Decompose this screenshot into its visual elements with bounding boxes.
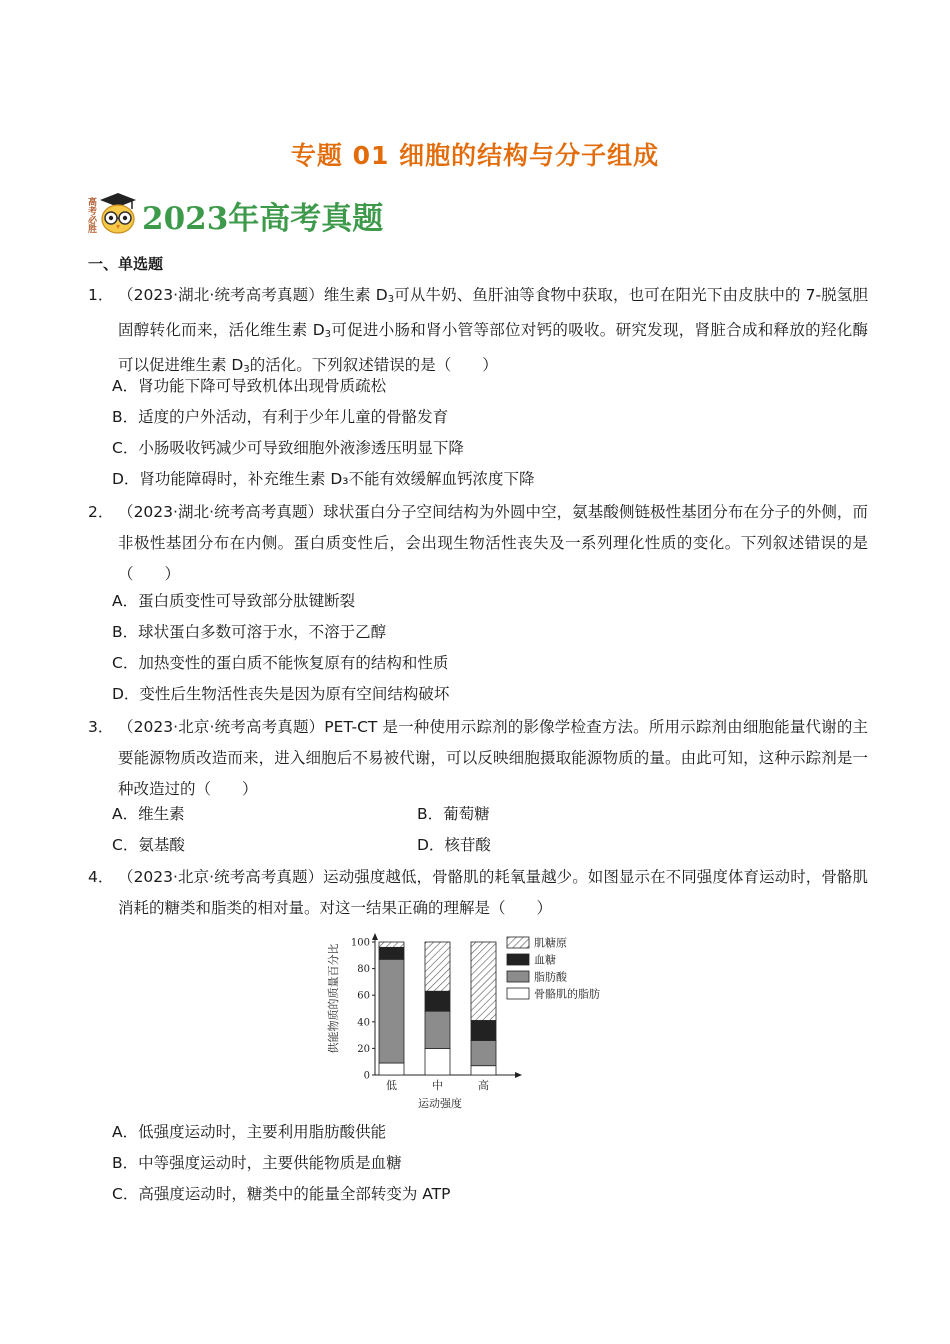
bar-segment [425,991,450,1011]
bar-segment [379,1063,404,1075]
bar-segment [425,1011,450,1048]
y-axis-label: 供能物质的质量百分比 [327,943,340,1054]
y-tick-label: 20 [357,1043,370,1055]
section-heading: 一、单选题 [88,255,164,273]
option-c: C．氨基酸 [112,836,185,854]
x-axis-arrow [515,1072,522,1078]
question-4 [88,862,868,924]
bar-segment [379,959,404,1063]
y-tick-label: 100 [350,937,370,949]
x-tick-label: 中 [432,1079,443,1092]
option-c: C．加热变性的蛋白质不能恢复原有的结构和性质 [112,654,449,672]
y-axis-arrow [372,933,378,940]
page-title: 专题 01 细胞的结构与分子组成 [290,141,660,170]
legend-label: 肌糖原 [534,936,567,950]
x-tick-label: 低 [386,1079,397,1092]
banner-side-text: 高考必胜 [86,197,96,233]
bar-segment [471,942,496,1020]
banner-title: 2023年高考真题 [142,200,384,237]
owl-graduate-icon [98,191,138,239]
bar-segment [471,1040,496,1065]
x-tick-label: 高 [478,1079,489,1092]
question-3 [88,712,868,805]
option-b: B．中等强度运动时，主要供能物质是血糖 [112,1154,402,1172]
legend-label: 血糖 [534,953,556,967]
option-a: A．肾功能下降可导致机体出现骨质疏松 [112,377,387,395]
question-number: 3． [88,718,114,736]
legend-swatch [507,988,529,999]
question-stem: （2023·湖北·统考高考真题）球状蛋白分子空间结构为外圆中空，氨基酸侧链极性基团分布在分子的外侧，而非极性基团分布在内侧。蛋白质变性后，会出现生物活性丧失及一系列理化性质的变化。下列叙述错误的是（ ） [118,503,868,583]
option-d: D．核苷酸 [417,836,491,854]
question-1 [88,280,868,385]
option-b: B．葡萄糖 [417,805,490,823]
y-tick-label: 60 [357,990,370,1002]
section-banner [86,190,383,240]
question-stem: （2023·北京·统考高考真题）PET-CT 是一种使用示踪剂的影像学检查方法。所用示踪剂由细胞能量代谢的主要能源物质改造而来，进入细胞后不易被代谢，可以反映细胞摄取能源物质的量。由此可知，这种示踪剂是一种改造过的（ ） [118,718,868,798]
option-c: C．高强度运动时，糖类中的能量全部转变为 ATP [112,1185,451,1203]
x-axis-label: 运动强度 [418,1097,462,1110]
question-number: 4． [88,868,114,886]
legend-label: 脂肪酸 [534,970,567,984]
legend-swatch [507,971,529,982]
stacked-bar-chart [325,930,625,1115]
question-stem: （2023·湖北·统考高考真题）维生素 $D_3$可从牛奶、鱼肝油等食物中获取，也可在阳光下由皮肤中的 7-脱氢胆固醇转化而来，活化维生素 $D_3$可促进小肠和肾小管等部位对钙的吸收。研究发现，肾脏合成和释放的羟化酶可以促进维生素 $D_3$的活化。下列叙述错误的是（ ） [118,286,868,375]
bar-segment [471,1066,496,1075]
y-tick-label: 0 [363,1070,370,1082]
y-tick-label: 40 [357,1017,370,1029]
legend-label: 骨骼肌的脂肪 [534,987,600,1001]
question-2 [88,497,868,590]
option-d: D．肾功能障碍时，补充维生素 D₃不能有效缓解血钙浓度下降 [112,470,535,488]
option-a: A．蛋白质变性可导致部分肽键断裂 [112,592,356,610]
question-number: 2． [88,503,114,521]
legend-swatch [507,937,529,948]
bar-segment [425,1048,450,1075]
question-stem: （2023·北京·统考高考真题）运动强度越低，骨骼肌的耗氧量越少。如图显示在不同强度体育运动时，骨骼肌消耗的糖类和脂类的相对量。对这一结果正确的理解是（ ） [118,868,868,917]
bar-segment [425,942,450,991]
option-d: D．变性后生物活性丧失是因为原有空间结构破坏 [112,685,450,703]
y-tick-label: 80 [357,964,370,976]
option-b: B．适度的户外活动，有利于少年儿童的骨骼发育 [112,408,449,426]
option-c: C．小肠吸收钙减少可导致细胞外液渗透压明显下降 [112,439,464,457]
bar-segment [379,942,404,947]
option-b: B．球状蛋白多数可溶于水，不溶于乙醇 [112,623,387,641]
bar-segment [379,947,404,959]
bar-segment [471,1020,496,1040]
option-a: A．低强度运动时，主要利用脂肪酸供能 [112,1123,387,1141]
question-number: 1． [88,286,114,304]
option-a: A．维生素 [112,805,185,823]
legend-swatch [507,954,529,965]
